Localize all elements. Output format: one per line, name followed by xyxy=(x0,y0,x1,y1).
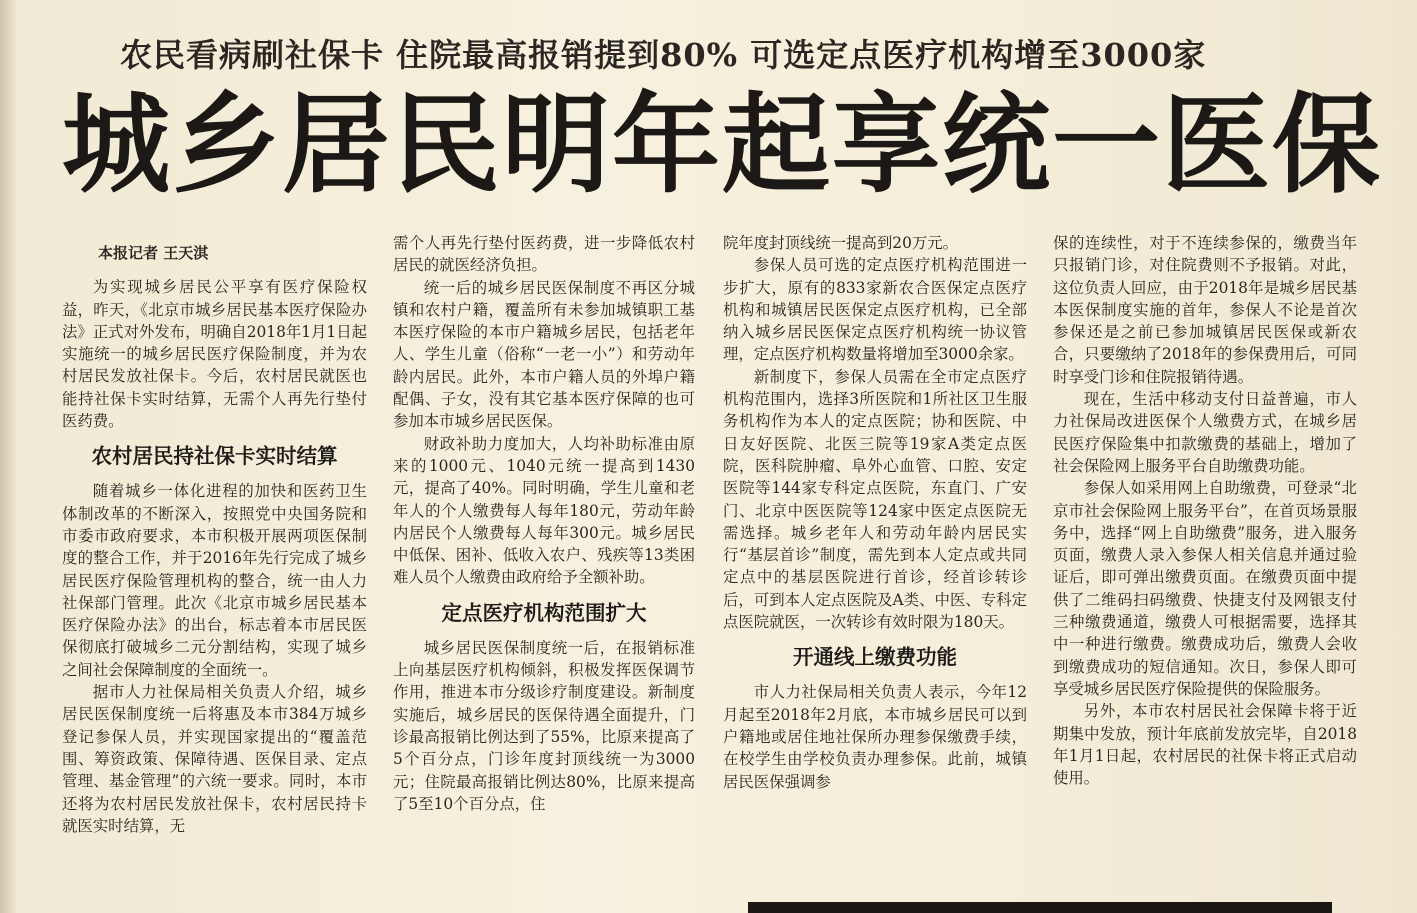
article-column-3 xyxy=(723,232,1027,882)
article-column-4 xyxy=(1053,232,1357,882)
paragraph: 财政补助力度加大，人均补助标准由原来的1000元、1040元统一提高到1430元，提高了40%。同时明确，学生儿童和老年人的个人缴费每人每年180元，劳动年龄内居民个人缴费每人每年300元。城乡居民中低保、困补、低收入农户、残疾等13类困难人员个人缴费由政府给予全额补助。 xyxy=(393,434,695,587)
paragraph: 统一后的城乡居民医保制度不再区分城镇和农村户籍，覆盖所有未参加城镇职工基本医疗保险的本市户籍城乡居民，包括老年人、学生儿童（俗称“一老一小”）和劳动年龄内居民。此外，本市户籍人员的外埠户籍配偶、子女，没有其它基本医疗保障的也可参加本市城乡居民医保。 xyxy=(393,278,695,431)
subheadline: 农民看病刷社保卡 住院最高报销提到80% 可选定点医疗机构增至3000家 xyxy=(120,36,1207,74)
headline: 城乡居民明年起享统一医保 xyxy=(62,83,1383,208)
paragraph: 随着城乡一体化进程的加快和医药卫生体制改革的不断深入，按照党中央国务院和市委市政府要求，本市积极开展两项医保制度的整合工作，并于2016年先行完成了城乡居民医疗保险管理机构的整合，统一由人力社保部门管理。此次《北京市城乡居民基本医疗保险办法》的出台，标志着本市居民医保彻底打破城乡二元分割结构，实现了城乡之间社会保障制度的全面统一。 xyxy=(62,482,367,679)
paragraph: 市人力社保局相关负责人表示，今年12月起至2018年2月底，本市城乡居民可以到户籍地或居住地社保所办理参保缴费手续，在校学生由学校负责办理参保。此前，城镇居民医保强调参 xyxy=(723,683,1027,791)
paragraph: 新制度下，参保人员需在全市定点医疗机构范围内，选择3所医院和1所社区卫生服务机构作为本人的定点医院；协和医院、中日友好医院、北医三院等19家A类定点医院，医科院肿瘤、阜外心血管、口腔、安定医院等144家专科定点医院，东直门、广安门、北京中医医院等124家中医定点医院无需选择。城乡老年人和劳动年龄内居民实行“基层首诊”制度，需先到本人定点或共同定点中的基层医院进行首诊，经首诊转诊后，可到本人定点医院及A类、中医、专科定点医院就医，一次转诊有效时限为180天。 xyxy=(723,367,1027,632)
section-heading: 定点医疗机构范围扩大 xyxy=(441,600,647,625)
section-heading: 农村居民持社保卡实时结算 xyxy=(91,444,338,469)
paragraph: 据市人力社保局相关负责人介绍，城乡居民医保制度统一后将惠及本市384万城乡登记参保人员，并实现国家提出的“覆盖范围、筹资政策、保障待遇、医保目录、定点管理、基金管理”的六统一要求。同时，本市还将为农村居民发放社保卡，农村居民持卡就医实时结算，无 xyxy=(62,683,367,835)
paragraph: 需个人再先行垫付医药费，进一步降低农村居民的就医经济负担。 xyxy=(393,234,695,275)
paragraph: 另外，本市农村居民社会保障卡将于近期集中发放，预计年底前发放完毕，自2018年1月1日起，农村居民的社保卡将正式启动使用。 xyxy=(1053,702,1357,788)
paragraph: 院年度封顶线统一提高到20万元。 xyxy=(723,234,959,252)
section-heading: 开通线上缴费功能 xyxy=(793,645,957,670)
page-binding-edge xyxy=(0,0,16,913)
paragraph: 参保人如采用网上自助缴费，可登录“北京市社会保险网上服务平台”，在首页场景服务中，选择“网上自助缴费”服务，进入服务页面，缴费人录入参保人相关信息并通过验证后，即可弹出缴费页面。在缴费页面中提供了二维码扫码缴费、快捷支付及网银支付三种缴费通道，缴费人可根据需要，选择其中一种进行缴费。缴费成功后，缴费人会收到缴费成功的短信通知。次日，参保人即可享受城乡居民医疗保险提供的保险服务。 xyxy=(1053,479,1357,698)
bottom-black-rule xyxy=(748,902,1332,913)
paragraph: 保的连续性，对于不连续参保的，缴费当年只报销门诊，对住院费则不予报销。对此，这位负责人回应，由于2018年是城乡居民基本医保制度实施的首年，参保人不论是首次参保还是之前已参加城镇居民医保或新农合，只要缴纳了2018年的参保费用后，可同时享受门诊和住院报销待遇。 xyxy=(1053,234,1357,386)
article-column-2 xyxy=(393,232,695,882)
paragraph: 为实现城乡居民公平享有医疗保险权益，昨天，《北京市城乡居民基本医疗保险办法》正式对外发布，明确自2018年1月1日起实施统一的城乡居民医疗保险制度，并为农村居民发放社保卡。今后，农村居民就医也能持社保卡实时结算，无需个人再先行垫付医药费。 xyxy=(62,278,367,431)
paragraph: 现在，生活中移动支付日益普遍，市人力社保局改进医保个人缴费方式，在城乡居民医疗保险集中扣款缴费的基础上，增加了社会保险网上服务平台自助缴费功能。 xyxy=(1053,390,1357,475)
article-column-1 xyxy=(62,232,367,882)
paragraph: 城乡居民医保制度统一后，在报销标准上向基层医疗机构倾斜，积极发挥医保调节作用，推进本市分级诊疗制度建设。新制度实施后，城乡居民的医保待遇全面提升，门诊最高报销比例达到了55%，比原来提高了5个百分点，门诊年度封顶线统一为3000元；住院最高报销比例达80%，比原来提高了5至10个百分点，住 xyxy=(393,638,695,813)
byline: 本报记者 王天淇 xyxy=(98,244,209,262)
paragraph: 参保人员可选的定点医疗机构范围进一步扩大，原有的833家新农合医保定点医疗机构和城镇居民医保定点医疗机构，已全部纳入城乡居民医保定点医疗机构统一协议管理，定点医疗机构数量将增加至3000余家。 xyxy=(723,256,1027,364)
